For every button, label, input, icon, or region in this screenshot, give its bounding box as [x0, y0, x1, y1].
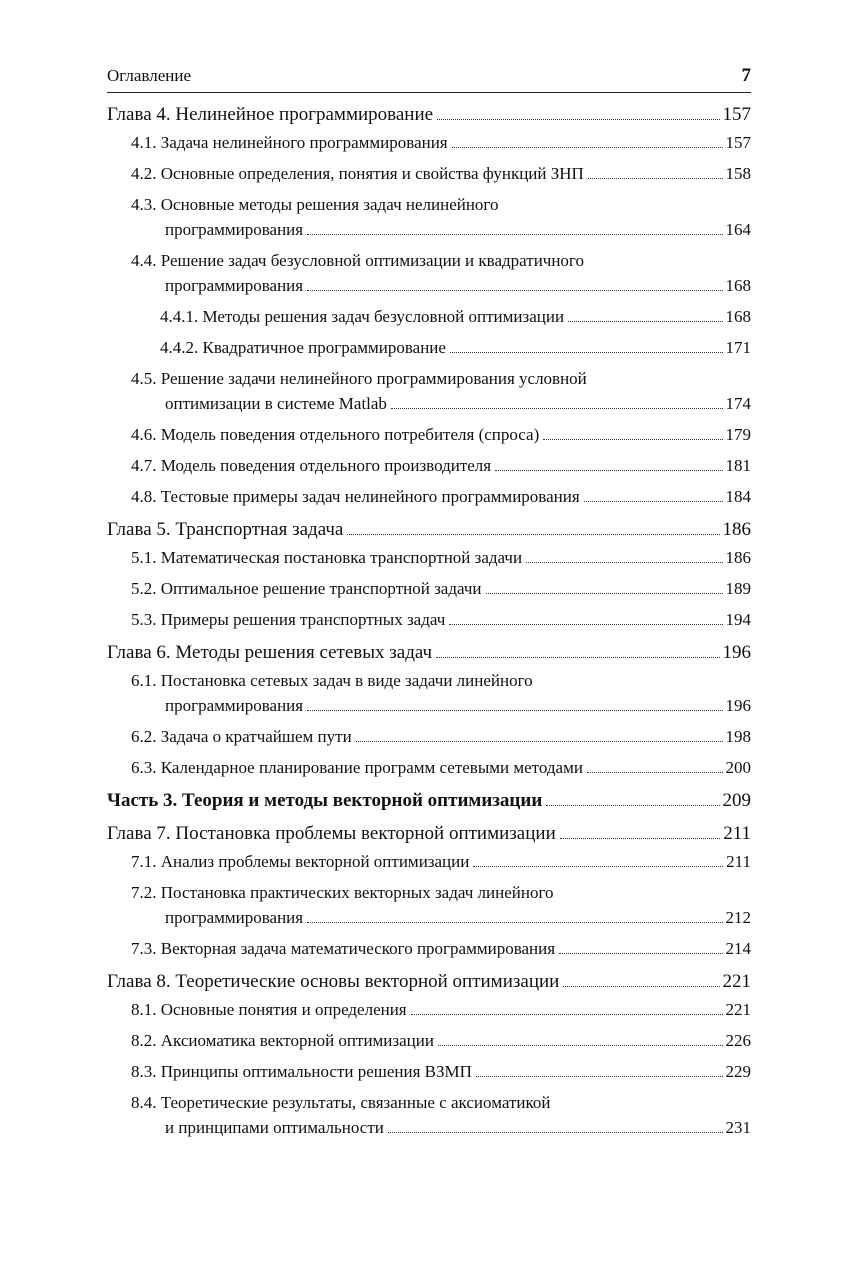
toc-entry-page: 174: [725, 394, 751, 413]
toc-entry-title: программирования: [165, 220, 304, 239]
toc-entry-page: 171: [725, 338, 751, 357]
toc-entry-section[interactable]: [107, 1090, 751, 1140]
toc-entry-title: 6.3. Календарное планирование программ сетевыми методами: [131, 758, 583, 777]
toc-entry-title: оптимизации в системе Matlab: [165, 394, 387, 413]
toc-entry-page: 157: [722, 104, 751, 125]
toc-entry-title-line: 4.5. Решение задачи нелинейного программирования условной: [131, 369, 587, 388]
toc-entry-page: 231: [725, 1118, 751, 1137]
toc-entry-title: Глава 4. Нелинейное программирование: [107, 104, 434, 125]
toc-entry-title: программирования: [165, 696, 304, 715]
toc-entry-section[interactable]: [107, 248, 751, 298]
toc-entry-section[interactable]: [107, 755, 751, 780]
dot-leader: [438, 1045, 723, 1046]
dot-leader: [526, 562, 722, 563]
toc-entry-title: 4.8. Тестовые примеры задач нелинейного программирования: [131, 487, 580, 506]
toc-entry-title-line: 4.4. Решение задач безусловной оптимизации и квадратичного: [131, 251, 584, 270]
toc-entry-title: 7.3. Векторная задача математического программирования: [131, 939, 556, 958]
toc-entry-title: программирования: [165, 908, 304, 927]
toc-entry-section[interactable]: [107, 422, 751, 447]
toc-entry-section[interactable]: [107, 724, 751, 749]
toc-entry-page: 158: [725, 164, 751, 183]
toc-entry-page: 184: [725, 487, 751, 506]
toc-entry-page: 226: [725, 1031, 751, 1050]
toc-entry-section[interactable]: [107, 576, 751, 601]
toc-entry-page: 221: [725, 1000, 751, 1019]
toc-entry-section[interactable]: [107, 936, 751, 961]
toc-entry-title: Часть 3. Теория и методы векторной оптимизации: [107, 790, 543, 811]
toc-entry-title: 4.2. Основные определения, понятия и свойства функций ЗНП: [131, 164, 584, 183]
dot-leader: [568, 321, 722, 322]
page-number: 7: [741, 65, 751, 86]
dot-leader: [476, 1076, 723, 1077]
toc-entry-title: 8.2. Аксиоматика векторной оптимизации: [131, 1031, 434, 1050]
toc-entry-title: 7.1. Анализ проблемы векторной оптимизации: [131, 852, 470, 871]
toc-entry-title: 5.3. Примеры решения транспортных задач: [131, 610, 446, 629]
dot-leader: [347, 534, 719, 535]
toc-entry-page: 212: [725, 908, 751, 927]
table-of-contents: [107, 102, 751, 1146]
page-header: [107, 66, 751, 93]
toc-entry-page: 221: [722, 971, 751, 992]
toc-entry-title: 5.1. Математическая постановка транспортной задачи: [131, 548, 523, 567]
dot-leader: [560, 838, 720, 839]
toc-entry-title-line: 6.1. Постановка сетевых задач в виде задачи линейного: [131, 671, 533, 690]
dot-leader: [486, 593, 723, 594]
toc-entry-title-line: 4.3. Основные методы решения задач нелинейного: [131, 195, 499, 214]
toc-entry-page: 186: [722, 519, 751, 540]
dot-leader: [546, 805, 719, 806]
toc-entry-page: 229: [725, 1062, 751, 1081]
toc-entry-page: 181: [725, 456, 751, 475]
toc-entry-title: 6.2. Задача о кратчайшем пути: [131, 727, 352, 746]
dot-leader: [411, 1014, 723, 1015]
toc-entry-page: 189: [725, 579, 751, 598]
toc-entry-section[interactable]: [107, 366, 751, 416]
toc-entry-title: 8.1. Основные понятия и определения: [131, 1000, 407, 1019]
toc-entry-title: 4.6. Модель поведения отдельного потребителя (спроса): [131, 425, 540, 444]
toc-entry-section[interactable]: [107, 545, 751, 570]
toc-entry-section[interactable]: [107, 997, 751, 1022]
dot-leader: [495, 470, 722, 471]
toc-entry-title: 8.3. Принципы оптимальности решения ВЗМП: [131, 1062, 472, 1081]
dot-leader: [391, 408, 723, 409]
toc-entry-page: 209: [722, 790, 751, 811]
dot-leader: [437, 119, 719, 120]
toc-entry-section[interactable]: [107, 1028, 751, 1053]
toc-entry-chapter[interactable]: [107, 821, 751, 846]
dot-leader: [307, 710, 722, 711]
toc-entry-title: программирования: [165, 276, 304, 295]
toc-entry-title: Глава 7. Постановка проблемы векторной оптимизации: [107, 823, 556, 844]
toc-entry-title: Глава 8. Теоретические основы векторной оптимизации: [107, 971, 560, 992]
toc-entry-section[interactable]: [107, 668, 751, 718]
toc-entry-section[interactable]: [107, 192, 751, 242]
toc-entry-section[interactable]: [107, 607, 751, 632]
toc-entry-title: 4.4.1. Методы решения задач безусловной оптимизации: [160, 307, 565, 326]
toc-entry-title: Глава 6. Методы решения сетевых задач: [107, 642, 433, 663]
toc-entry-section[interactable]: [107, 161, 751, 186]
dot-leader: [436, 657, 719, 658]
dot-leader: [452, 147, 723, 148]
toc-entry-page: 168: [725, 276, 751, 295]
toc-entry-page: 186: [725, 548, 751, 567]
toc-entry-sub[interactable]: [107, 304, 751, 329]
toc-entry-title: 4.7. Модель поведения отдельного производителя: [131, 456, 492, 475]
dot-leader: [356, 741, 723, 742]
toc-entry-page: 211: [723, 823, 751, 844]
toc-entry-title: 4.1. Задача нелинейного программирования: [131, 133, 448, 152]
dot-leader: [449, 624, 722, 625]
dot-leader: [307, 922, 722, 923]
toc-entry-title: 4.4.2. Квадратичное программирование: [160, 338, 446, 357]
toc-entry-page: 211: [726, 852, 751, 871]
toc-entry-page: 196: [725, 696, 751, 715]
toc-entry-page: 168: [725, 307, 751, 326]
toc-entry-chapter[interactable]: [107, 640, 751, 665]
dot-leader: [543, 439, 722, 440]
toc-entry-section[interactable]: [107, 484, 751, 509]
toc-entry-page: 194: [725, 610, 751, 629]
dot-leader: [563, 986, 719, 987]
toc-entry-chapter[interactable]: [107, 102, 751, 127]
toc-entry-section[interactable]: [107, 453, 751, 478]
dot-leader: [584, 501, 723, 502]
dot-leader: [388, 1132, 723, 1133]
toc-entry-page: 214: [725, 939, 751, 958]
dot-leader: [450, 352, 723, 353]
dot-leader: [473, 866, 723, 867]
toc-entry-page: 164: [725, 220, 751, 239]
toc-entry-title: и принципами оптимальности: [165, 1118, 384, 1137]
toc-entry-page: 196: [722, 642, 751, 663]
toc-entry-part[interactable]: [107, 788, 751, 813]
toc-entry-title: Глава 5. Транспортная задача: [107, 519, 344, 540]
toc-entry-section[interactable]: [107, 130, 751, 155]
toc-entry-chapter[interactable]: [107, 517, 751, 542]
toc-entry-section[interactable]: [107, 849, 751, 874]
dot-leader: [307, 234, 722, 235]
toc-entry-page: 200: [725, 758, 751, 777]
toc-entry-chapter[interactable]: [107, 969, 751, 994]
dot-leader: [559, 953, 722, 954]
dot-leader: [587, 772, 723, 773]
toc-entry-page: 157: [725, 133, 751, 152]
toc-entry-section[interactable]: [107, 880, 751, 930]
toc-entry-page: 179: [725, 425, 751, 444]
toc-entry-title: 5.2. Оптимальное решение транспортной задачи: [131, 579, 482, 598]
dot-leader: [307, 290, 722, 291]
running-title: Оглавление: [107, 66, 191, 85]
toc-entry-sub[interactable]: [107, 335, 751, 360]
toc-entry-title-line: 8.4. Теоретические результаты, связанные с аксиоматикой: [131, 1093, 551, 1112]
toc-entry-page: 198: [725, 727, 751, 746]
toc-entry-title-line: 7.2. Постановка практических векторных задач линейного: [131, 883, 554, 902]
dot-leader: [588, 178, 723, 179]
toc-entry-section[interactable]: [107, 1059, 751, 1084]
